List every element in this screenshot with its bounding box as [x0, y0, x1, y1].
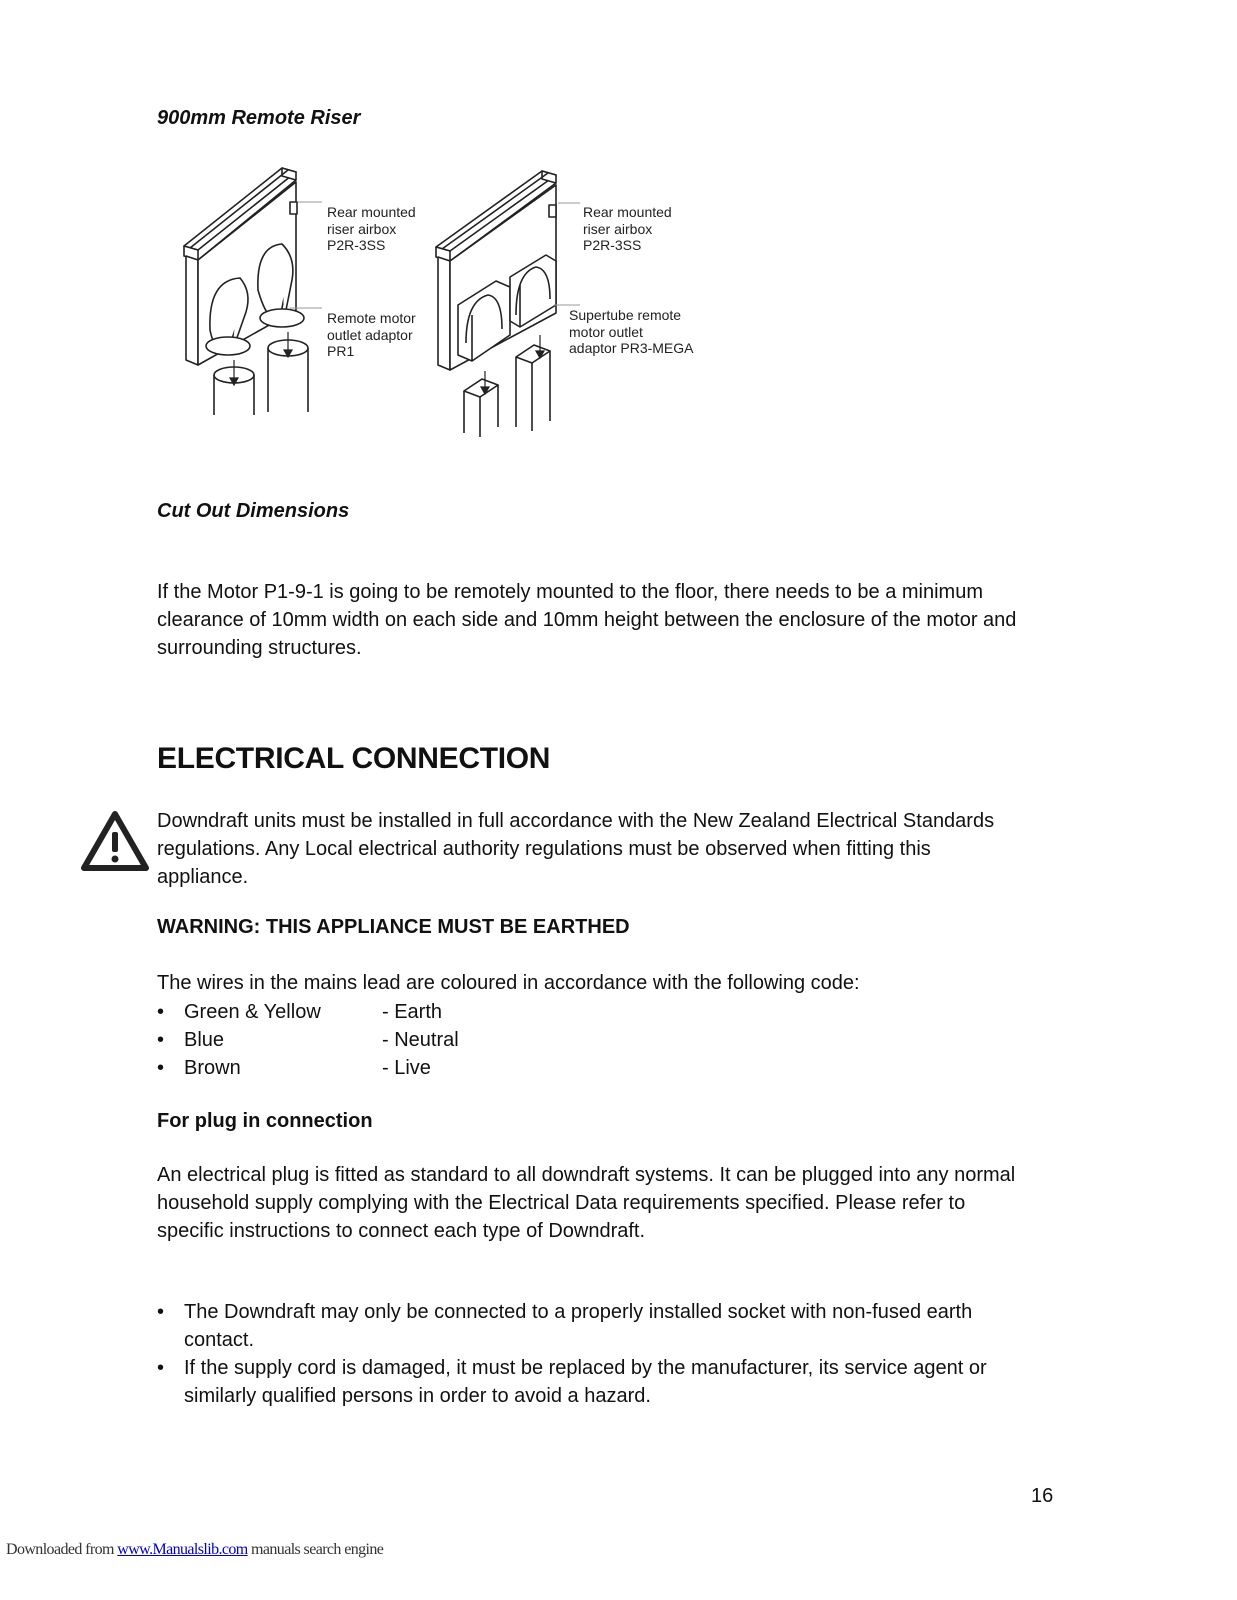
note-line: contact. [184, 1329, 255, 1351]
wires-intro: The wires in the mains lead are coloured in accordance with the following code: [157, 972, 860, 994]
warning-triangle-icon [80, 810, 150, 872]
earth-warning: WARNING: THIS APPLIANCE MUST BE EARTHED [157, 916, 630, 938]
footer-suffix: manuals search engine [247, 1541, 384, 1558]
label-line: motor outlet [569, 323, 643, 340]
list-item [157, 998, 459, 1026]
plug-paragraph [157, 1161, 1015, 1245]
wire-code-list [157, 998, 459, 1082]
cutout-section-title: Cut Out Dimensions [157, 500, 350, 522]
note-line: similarly qualified persons in order to avoid a hazard. [184, 1385, 651, 1407]
pr1-label-top [327, 204, 416, 254]
wire-color: Green & Yellow [184, 1001, 321, 1023]
electrical-intro [157, 807, 994, 891]
paragraph-line: clearance of 10mm width on each side and 10mm height between the enclosure of the motor and [157, 609, 1017, 631]
riser-section-title: 900mm Remote Riser [157, 107, 361, 129]
footer-prefix: Downloaded from [6, 1541, 118, 1558]
pr3-label-bottom [569, 307, 694, 357]
label-line: Supertube remote [569, 307, 682, 323]
safety-notes-list [157, 1298, 987, 1410]
pr3-label-top [583, 204, 672, 254]
label-line: PR1 [327, 343, 355, 359]
paragraph-line: Downdraft units must be installed in full accordance with the New Zealand Electrical Standards [157, 810, 995, 832]
pr1-label-bottom [327, 310, 416, 360]
riser-pr3-mega-illustration [430, 165, 580, 440]
list-item [157, 1354, 987, 1410]
page-number: 16 [1031, 1485, 1054, 1507]
riser-pr1-illustration [170, 160, 430, 430]
label-line: adaptor PR3-MEGA [569, 340, 694, 356]
wire-color: Brown [184, 1057, 241, 1079]
wire-role: - Live [382, 1057, 431, 1079]
download-footer [6, 1541, 383, 1559]
wire-role: - Neutral [382, 1029, 459, 1051]
paragraph-line: If the Motor P1-9-1 is going to be remotely mounted to the floor, there needs to be a minimum [157, 581, 983, 603]
wire-color: Blue [184, 1029, 225, 1051]
wire-role: - Earth [382, 1001, 443, 1023]
cutout-paragraph [157, 578, 1016, 662]
paragraph-line: household supply complying with the Electrical Data requirements specified. Please refer to [157, 1192, 966, 1214]
list-item [157, 1026, 459, 1054]
list-item [157, 1054, 459, 1082]
label-line: P2R-3SS [327, 237, 386, 253]
note-line: • If the supply cord is damaged, it must be replaced by the manufacturer, its service agent or [184, 1357, 987, 1379]
label-line: Remote motor [327, 310, 416, 326]
label-line: outlet adaptor [327, 326, 413, 343]
manualslib-link[interactable]: www.Manualslib.com [117, 1541, 248, 1558]
list-item [157, 1298, 987, 1354]
note-line: • The Downdraft may only be connected to a properly installed socket with non-fused earth [184, 1301, 973, 1323]
paragraph-line: surrounding structures. [157, 637, 362, 659]
label-line: riser airbox [327, 220, 397, 237]
label-line: riser airbox [583, 220, 653, 237]
label-line: P2R-3SS [583, 237, 642, 253]
label-line: Rear mounted [583, 204, 672, 220]
paragraph-line: regulations. Any Local electrical authority regulations must be observed when fitting this [157, 838, 931, 860]
electrical-heading: ELECTRICAL CONNECTION [157, 742, 551, 775]
paragraph-line: An electrical plug is fitted as standard to all downdraft systems. It can be plugged into any normal [157, 1164, 1016, 1186]
paragraph-line: specific instructions to connect each type of Downdraft. [157, 1220, 646, 1242]
label-line: Rear mounted [327, 204, 416, 220]
plug-heading: For plug in connection [157, 1110, 373, 1132]
paragraph-line: appliance. [157, 866, 249, 888]
